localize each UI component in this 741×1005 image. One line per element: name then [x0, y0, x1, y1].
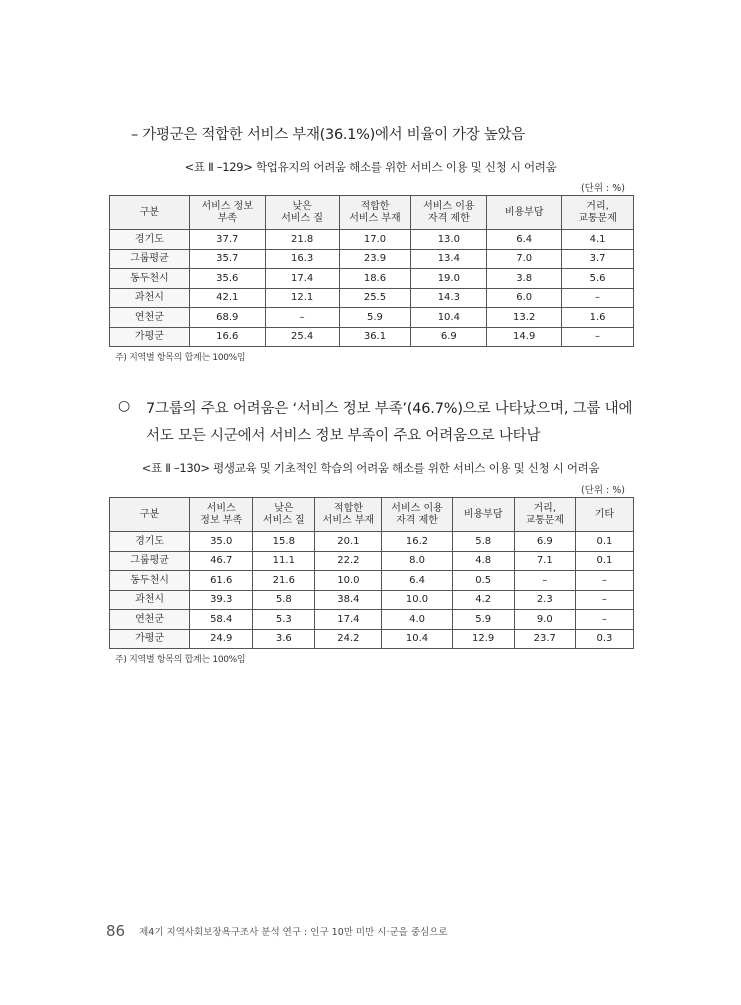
table2-row	[110, 610, 634, 630]
table1-value-cell: 5.9	[339, 308, 411, 328]
table2-value-cell: 58.4	[190, 610, 253, 630]
table1-unit: (단위 : %)	[580, 183, 625, 194]
table2-value-cell: 7.1	[514, 551, 575, 571]
table2-value-cell: –	[575, 571, 633, 591]
table1-header-row	[110, 196, 634, 230]
table2-value-cell: 24.9	[190, 629, 253, 649]
table1-note: 주) 지역별 항목의 합계는 100%임	[115, 353, 246, 363]
table1-value-cell: 7.0	[487, 249, 562, 269]
table2-value-cell: 0.3	[575, 629, 633, 649]
table2-value-cell: –	[514, 571, 575, 591]
table1-row	[110, 249, 634, 269]
page-number: 86	[106, 922, 126, 940]
table2-value-cell: 5.9	[452, 610, 514, 630]
table2	[109, 497, 634, 649]
table2-value-cell: 17.4	[315, 610, 382, 630]
table1-value-cell: 35.7	[189, 249, 265, 269]
paragraph-line-2: 서도 모든 시군에서 서비스 정보 부족이 주요 어려움으로 나타남	[146, 428, 541, 444]
table2-value-cell: –	[575, 590, 633, 610]
table2-value-cell: 21.6	[253, 571, 315, 591]
table1-value-cell: 17.4	[265, 269, 339, 289]
table1-value-cell: 23.9	[339, 249, 411, 269]
table2-region-cell: 경기도	[110, 532, 190, 552]
table2-value-cell: 0.1	[575, 551, 633, 571]
table1-row	[110, 269, 634, 289]
table2-value-cell: 24.2	[315, 629, 382, 649]
table2-row	[110, 551, 634, 571]
table2-header-cell: 낮은 서비스 질	[253, 498, 315, 532]
table1-value-cell: 6.9	[411, 327, 487, 347]
table2-value-cell: 2.3	[514, 590, 575, 610]
table2-value-cell: 15.8	[253, 532, 315, 552]
table1-region-cell: 그룹평균	[110, 249, 190, 269]
table1-value-cell: 21.8	[265, 230, 339, 250]
table1-row	[110, 327, 634, 347]
table1-row	[110, 288, 634, 308]
table1-value-cell: 17.0	[339, 230, 411, 250]
footer-title: 제4기 지역사회보장욕구조사 분석 연구 : 인구 10만 미만 시·군을 중심으로	[139, 927, 448, 938]
paragraph-line-1: 7그룹의 주요 어려움은 ‘서비스 정보 부족’(46.7%)으로 나타났으며, 그룹 내에	[146, 401, 633, 417]
table1-value-cell: 4.1	[562, 230, 634, 250]
table1-region-cell: 동두천시	[110, 269, 190, 289]
circle-bullet-icon: ○	[118, 398, 131, 414]
table2-value-cell: 5.8	[452, 532, 514, 552]
table2-header-cell: 거리, 교통문제	[514, 498, 575, 532]
table2-value-cell: 4.2	[452, 590, 514, 610]
table1-value-cell: 16.6	[189, 327, 265, 347]
table1-region-cell: 가평군	[110, 327, 190, 347]
table2-value-cell: 5.8	[253, 590, 315, 610]
table1-value-cell: 13.0	[411, 230, 487, 250]
table2-value-cell: 39.3	[190, 590, 253, 610]
table1-caption: <표 Ⅱ –129> 학업유지의 어려움 해소를 위한 서비스 이용 및 신청 시 어려움	[184, 160, 557, 174]
table1-value-cell: 42.1	[189, 288, 265, 308]
table2-header-cell: 구분	[110, 498, 190, 532]
table1-value-cell: 25.5	[339, 288, 411, 308]
table2-region-cell: 과천시	[110, 590, 190, 610]
table2-value-cell: 12.9	[452, 629, 514, 649]
table2-value-cell: 6.9	[514, 532, 575, 552]
table2-row	[110, 629, 634, 649]
table2-value-cell: 9.0	[514, 610, 575, 630]
table1-region-cell: 경기도	[110, 230, 190, 250]
table1-value-cell: 19.0	[411, 269, 487, 289]
table1-header-cell: 비용부담	[487, 196, 562, 230]
table1-value-cell: 35.6	[189, 269, 265, 289]
table2-value-cell: 4.8	[452, 551, 514, 571]
table1-value-cell: 13.4	[411, 249, 487, 269]
table1-value-cell: –	[562, 288, 634, 308]
table2-value-cell: 4.0	[382, 610, 452, 630]
table1-header-cell: 거리, 교통문제	[562, 196, 634, 230]
table2-row	[110, 571, 634, 591]
table1-value-cell: 10.4	[411, 308, 487, 328]
table2-value-cell: 6.4	[382, 571, 452, 591]
table1-value-cell: 1.6	[562, 308, 634, 328]
table1-value-cell: 25.4	[265, 327, 339, 347]
table2-value-cell: 22.2	[315, 551, 382, 571]
table1-value-cell: 3.8	[487, 269, 562, 289]
table2-region-cell: 연천군	[110, 610, 190, 630]
table1-value-cell: 12.1	[265, 288, 339, 308]
table2-value-cell: 10.0	[382, 590, 452, 610]
table2-value-cell: –	[575, 610, 633, 630]
table1-value-cell: –	[562, 327, 634, 347]
table1	[109, 195, 634, 347]
table1-value-cell: 16.3	[265, 249, 339, 269]
table1-value-cell: 13.2	[487, 308, 562, 328]
table2-row	[110, 590, 634, 610]
table1-value-cell: 14.3	[411, 288, 487, 308]
table1-value-cell: 68.9	[189, 308, 265, 328]
table2-region-cell: 그룹평균	[110, 551, 190, 571]
table2-value-cell: 8.0	[382, 551, 452, 571]
table2-region-cell: 동두천시	[110, 571, 190, 591]
table1-value-cell: 37.7	[189, 230, 265, 250]
table1-region-cell: 연천군	[110, 308, 190, 328]
table2-value-cell: 20.1	[315, 532, 382, 552]
table2-value-cell: 46.7	[190, 551, 253, 571]
table2-value-cell: 61.6	[190, 571, 253, 591]
table2-value-cell: 10.4	[382, 629, 452, 649]
table2-header-cell: 비용부담	[452, 498, 514, 532]
section-bullet-text: – 가평군은 적합한 서비스 부재(36.1%)에서 비율이 가장 높았음	[131, 127, 525, 143]
table2-header-cell: 서비스 정보 부족	[190, 498, 253, 532]
table1-header-cell: 서비스 정보 부족	[189, 196, 265, 230]
table2-row	[110, 532, 634, 552]
table2-value-cell: 11.1	[253, 551, 315, 571]
table2-value-cell: 5.3	[253, 610, 315, 630]
table2-note: 주) 지역별 항목의 합계는 100%임	[115, 655, 246, 665]
table1-row	[110, 308, 634, 328]
table2-value-cell: 0.1	[575, 532, 633, 552]
table1-header-cell: 적합한 서비스 부재	[339, 196, 411, 230]
table1-header-cell: 구분	[110, 196, 190, 230]
table2-header-cell: 기타	[575, 498, 633, 532]
table1-value-cell: 6.4	[487, 230, 562, 250]
table2-value-cell: 35.0	[190, 532, 253, 552]
table2-value-cell: 0.5	[452, 571, 514, 591]
table2-value-cell: 3.6	[253, 629, 315, 649]
table2-header-cell: 서비스 이용 자격 제한	[382, 498, 452, 532]
table2-header-row	[110, 498, 634, 532]
table2-value-cell: 38.4	[315, 590, 382, 610]
table1-region-cell: 과천시	[110, 288, 190, 308]
table1-value-cell: 5.6	[562, 269, 634, 289]
table2-value-cell: 23.7	[514, 629, 575, 649]
table1-header-cell: 낮은 서비스 질	[265, 196, 339, 230]
table1-header-cell: 서비스 이용 자격 제한	[411, 196, 487, 230]
table2-caption: <표 Ⅱ –130> 평생교육 및 기초적인 학습의 어려움 해소를 위한 서비스 이용 및 신청 시 어려움	[141, 461, 600, 475]
table2-unit: (단위 : %)	[580, 485, 625, 496]
table1-value-cell: –	[265, 308, 339, 328]
table2-region-cell: 가평군	[110, 629, 190, 649]
table2-value-cell: 10.0	[315, 571, 382, 591]
table1-value-cell: 6.0	[487, 288, 562, 308]
page-footer	[106, 922, 448, 940]
table1-value-cell: 18.6	[339, 269, 411, 289]
table1-value-cell: 36.1	[339, 327, 411, 347]
table1-value-cell: 14.9	[487, 327, 562, 347]
table1-row	[110, 230, 634, 250]
table2-header-cell: 적합한 서비스 부재	[315, 498, 382, 532]
table2-value-cell: 16.2	[382, 532, 452, 552]
table1-value-cell: 3.7	[562, 249, 634, 269]
